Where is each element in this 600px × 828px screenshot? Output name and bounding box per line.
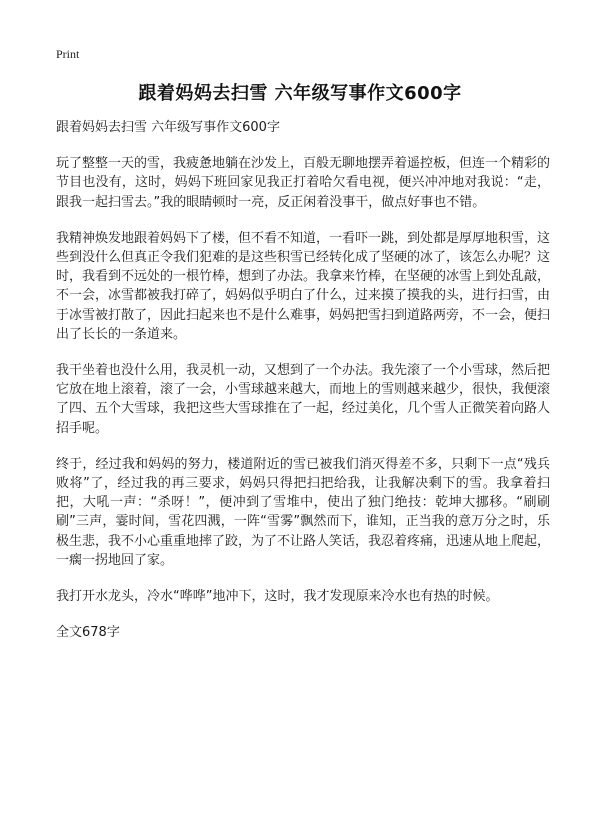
paragraph-3: 我干坐着也没什么用，我灵机一动，又想到了一个办法。我先滚了一个小雪球，然后把它放在地上滚着，滚了一会，小雪球越来越大，而地上的雪则越来越少，很快，我便滚了四、五个大雪球，我把这些大雪球推在了一起，经过美化，几个雪人正微笑着向路人招手呢。 (56, 363, 551, 436)
paragraph-2: 我精神焕发地跟着妈妈下了楼，但不看不知道，一看吓一跳，到处都是厚厚地积雪，这些到没什么但真正令我们犯难的是这些积雪已经转化成了坚硬的冰了，该怎么办呢？这时，我看到不远处的一根竹棒，想到了办法。我拿来竹棒，在坚硬的冰雪上到处乱敲，不一会，冰雪都被我打碎了，妈妈似乎明白了什么，过来摸了摸我的头，进行扫雪，由于冰雪被打散了，因此扫起来也不是什么难事，妈妈把雪扫到道路两旁，不一会，便扫出了长长的一条道来。 (56, 230, 551, 342)
print-link[interactable]: Print (56, 47, 80, 61)
article-body (56, 118, 550, 642)
paragraph-5: 我打开水龙头，冷水“哗哗”地冲下，这时，我才发现原来冷水也有热的时候。 (56, 589, 499, 605)
paragraph-4: 终于，经过我和妈妈的努力，楼道附近的雪已被我们消灭得差不多，只剩下一点“残兵败将”了，经过我的再三要求，妈妈只得把扫把给我，让我解决剩下的雪。我拿着扫把，大吼一声：“杀呀！”，便冲到了雪堆中，使出了独门绝技：乾坤大挪移。“刷刷刷”三声，霎时间，雪花四溅，一阵“雪雾”飘然而下，谁知，正当我的意万分之时，乐极生悲，我不小心重重地摔了跤，为了不让路人笑话，我忍着疼痛，迅速从地上爬起，一瘸一拐地回了家。 (56, 456, 551, 568)
paragraph-1: 玩了整整一天的雪，我疲惫地躺在沙发上，百般无聊地摆弄着遥控板，但连一个精彩的节目也没有，这时，妈妈下班回家见我正打着哈欠看电视，便兴冲冲地对我说：“走，跟我一起扫雪去。”我的眼睛顿时一亮，反正闲着没事干，做点好事也不错。 (56, 156, 551, 210)
word-count: 全文678字 (56, 625, 120, 641)
article-subtitle: 跟着妈妈去扫雪 六年级写事作文600字 (56, 120, 280, 135)
page-title: 跟着妈妈去扫雪 六年级写事作文600字 (138, 83, 462, 104)
